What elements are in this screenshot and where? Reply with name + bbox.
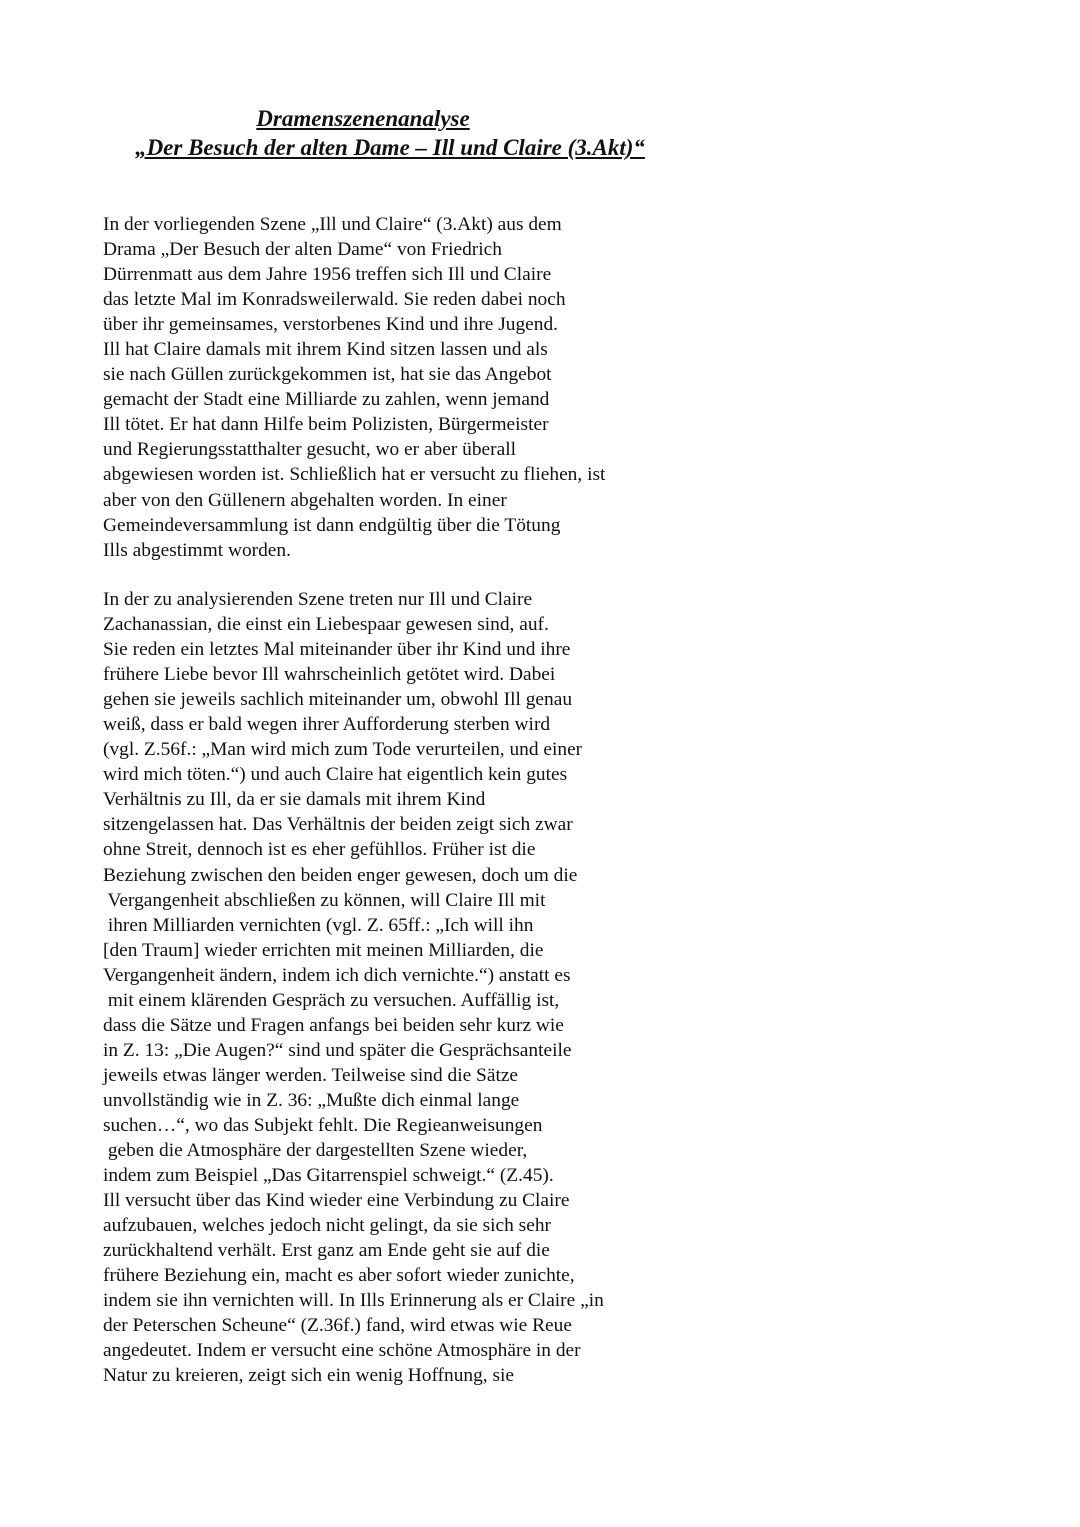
text-line: Natur zu kreieren, zeigt sich ein wenig Hoffnung, sie — [103, 1365, 515, 1387]
text-line: Ills abgestimmt worden. — [103, 539, 291, 561]
text-line: mit einem klärenden Gespräch zu versuchen. Auffällig ist, — [103, 989, 560, 1011]
text-line: ihren Milliarden vernichten (vgl. Z. 65ff.: „Ich will ihn — [103, 914, 534, 936]
text-line: Beziehung zwischen den beiden enger gewesen, doch um die — [103, 864, 578, 886]
text-line: das letzte Mal im Konradsweilerwald. Sie reden dabei noch — [103, 289, 566, 311]
text-line: frühere Liebe bevor Ill wahrscheinlich getötet wird. Dabei — [103, 664, 556, 686]
text-line: sie nach Güllen zurückgekommen ist, hat sie das Angebot — [103, 364, 552, 386]
text-line: und Regierungsstatthalter gesucht, wo er aber überall — [103, 439, 516, 461]
text-line: aufzubauen, welches jedoch nicht gelingt, da sie sich sehr — [103, 1215, 551, 1237]
text-line: gehen sie jeweils sachlich miteinander um, obwohl Ill genau — [103, 689, 573, 711]
text-line: jeweils etwas länger werden. Teilweise sind die Sätze — [103, 1064, 519, 1086]
text-line: In der zu analysierenden Szene treten nur Ill und Claire — [103, 589, 533, 610]
text-line: weiß, dass er bald wegen ihrer Aufforderung sterben wird — [103, 714, 551, 736]
text-line: Verhältnis zu Ill, da er sie damals mit ihrem Kind — [103, 789, 486, 811]
paragraph-introduction — [103, 212, 703, 563]
text-line: zurückhaltend verhält. Erst ganz am Ende geht sie auf die — [103, 1240, 550, 1262]
text-line: Ill versucht über das Kind wieder eine Verbindung zu Claire — [103, 1190, 570, 1212]
text-line: Gemeindeversammlung ist dann endgültig über die Tötung — [103, 514, 561, 536]
text-line: Dürrenmatt aus dem Jahre 1956 treffen sich Ill und Claire — [103, 264, 552, 286]
text-line: der Peterschen Scheune“ (Z.36f.) fand, wird etwas wie Reue — [103, 1315, 572, 1337]
text-line: sitzengelassen hat. Das Verhältnis der beiden zeigt sich zwar — [103, 814, 573, 836]
text-line: Zachanassian, die einst ein Liebespaar gewesen sind, auf. — [103, 614, 549, 636]
document-title: Dramenszenenanalyse — [256, 106, 470, 131]
text-line: In der vorliegenden Szene „Ill und Claire“ (3.Akt) aus dem — [103, 214, 562, 235]
text-line: angedeutet. Indem er versucht eine schöne Atmosphäre in der — [103, 1340, 581, 1362]
paragraph-analysis — [103, 587, 703, 1389]
text-line: in Z. 13: „Die Augen?“ sind und später die Gesprächsanteile — [103, 1039, 572, 1061]
text-line: Sie reden ein letztes Mal miteinander über ihr Kind und ihre — [103, 639, 571, 661]
text-line: indem zum Beispiel „Das Gitarrenspiel schweigt.“ (Z.45). — [103, 1165, 554, 1187]
text-line: indem sie ihn vernichten will. In Ills Erinnerung als er Claire „in — [103, 1290, 604, 1312]
text-line: Ill tötet. Er hat dann Hilfe beim Polizisten, Bürgermeister — [103, 414, 549, 436]
text-line: Ill hat Claire damals mit ihrem Kind sitzen lassen und als — [103, 339, 548, 361]
text-line: (vgl. Z.56f.: „Man wird mich zum Tode verurteilen, und einer — [103, 739, 583, 761]
text-line: abgewiesen worden ist. Schließlich hat er versucht zu fliehen, ist — [103, 464, 606, 486]
text-line: aber von den Güllenern abgehalten worden. In einer — [103, 489, 507, 511]
document-subtitle: „Der Besuch der alten Dame – Ill und Claire (3.Akt)“ — [135, 135, 645, 160]
text-line: gemacht der Stadt eine Milliarde zu zahlen, wenn jemand — [103, 389, 550, 411]
text-line: [den Traum] wieder errichten mit meinen Milliarden, die — [103, 939, 544, 961]
text-line: Vergangenheit ändern, indem ich dich vernichte.“) anstatt es — [103, 964, 571, 986]
text-line: wird mich töten.“) und auch Claire hat eigentlich kein gutes — [103, 764, 568, 786]
text-line: ohne Streit, dennoch ist es eher gefühllos. Früher ist die — [103, 839, 536, 861]
text-line: dass die Sätze und Fragen anfangs bei beiden sehr kurz wie — [103, 1014, 564, 1036]
text-line: frühere Beziehung ein, macht es aber sofort wieder zunichte, — [103, 1265, 575, 1287]
text-line: geben die Atmosphäre der dargestellten Szene wieder, — [103, 1140, 528, 1162]
text-line: über ihr gemeinsames, verstorbenes Kind und ihre Jugend. — [103, 314, 559, 336]
text-line: suchen…“, wo das Subjekt fehlt. Die Regieanweisungen — [103, 1114, 543, 1136]
text-line: unvollständig wie in Z. 36: „Mußte dich einmal lange — [103, 1089, 520, 1111]
text-line: Vergangenheit abschließen zu können, will Claire Ill mit — [103, 889, 546, 911]
text-line: Drama „Der Besuch der alten Dame“ von Friedrich — [103, 239, 502, 261]
